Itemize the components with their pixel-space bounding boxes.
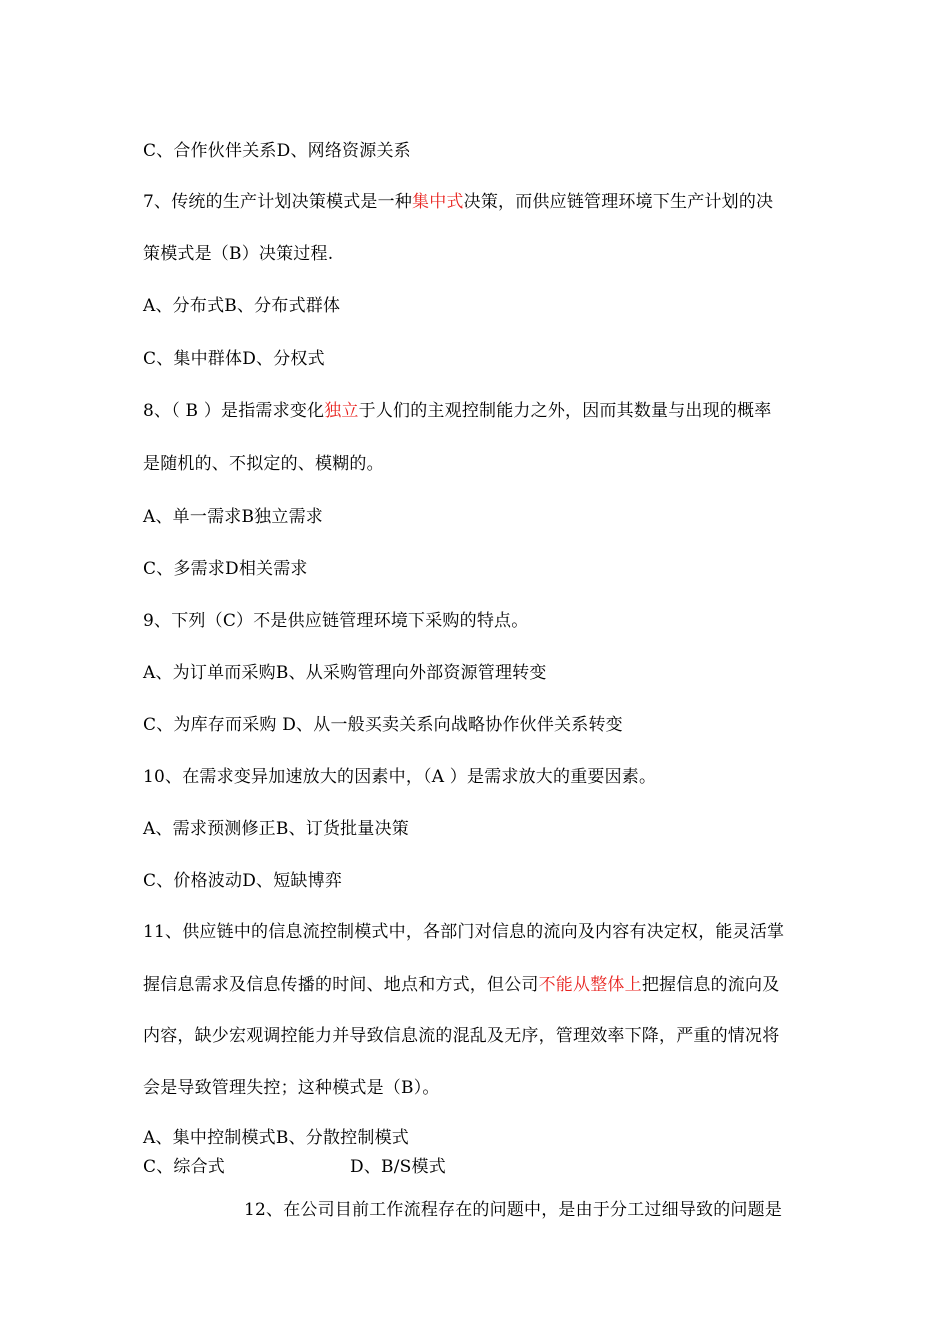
q11-options-cd <box>143 1156 446 1178</box>
q8-line1 <box>143 400 771 422</box>
q6-options-cd <box>143 140 411 162</box>
q11-line3: 内容，缺少宏观调控能力并导致信息流的混乱及无序，管理效率下降，严重的情况将 <box>143 1026 780 1046</box>
q7-line1 <box>143 191 773 213</box>
q8-text-cont: 于人们的主观控制能力之外，因而其数量与出现的概率 <box>358 401 772 421</box>
q9-options-cd: C、为库存而采购 D、从一般买卖关系向战略协作伙伴关系转变 <box>143 715 623 735</box>
q11-options-ab: A、集中控制模式B、分散控制模式 <box>143 1128 409 1148</box>
q7-text-cont: 决策，而供应链管理环境下生产计划的决 <box>463 192 774 212</box>
q9-line1: 9、下列（C）不是供应链管理环境下采购的特点。 <box>143 611 529 631</box>
q11-line1: 11、供应链中的信息流控制模式中，各部门对信息的流向及内容有决定权，能灵活掌 <box>143 922 785 942</box>
q11-highlight: 不能从整体上 <box>538 975 642 995</box>
q11-line4: 会是导致管理失控；这种模式是（B）。 <box>143 1078 440 1098</box>
q11-option-d: D、B/S模式 <box>350 1157 446 1177</box>
q11-option-c: C、综合式 <box>143 1157 226 1177</box>
q12-line1: 12、在公司目前工作流程存在的问题中，是由于分工过细导致的问题是 <box>244 1200 783 1220</box>
q10-line1: 10、在需求变异加速放大的因素中，（A ）是需求放大的重要因素。 <box>143 767 657 787</box>
q6-option-d: D、网络资源关系 <box>276 141 411 161</box>
q7-highlight: 集中式 <box>412 192 464 212</box>
q9-options-ab: A、为订单而采购B、从采购管理向外部资源管理转变 <box>143 663 547 683</box>
q10-options-cd: C、价格波动D、短缺博弈 <box>143 871 343 891</box>
q8-text: 8、（ B ）是指需求变化 <box>143 401 325 421</box>
q11-text-cont: 把握信息的流向及 <box>641 975 780 995</box>
q11-text: 握信息需求及信息传播的时间、地点和方式，但公司 <box>143 975 539 995</box>
q7-options-cd: C、集中群体D、分权式 <box>143 349 325 369</box>
q8-options-cd: C、多需求D相关需求 <box>143 559 308 579</box>
q8-options-ab: A、单一需求B独立需求 <box>143 507 323 527</box>
q10-options-ab: A、需求预测修正B、订货批量决策 <box>143 819 409 839</box>
q6-option-c: C、合作伙伴关系 <box>143 141 277 161</box>
q7-text: 7、传统的生产计划决策模式是一种 <box>143 192 413 212</box>
q7-options-ab: A、分布式B、分布式群体 <box>143 296 341 316</box>
q8-line2: 是随机的、不拟定的、模糊的。 <box>143 454 384 474</box>
q11-line2 <box>143 974 779 996</box>
q7-line2: 策模式是（B）决策过程. <box>143 244 334 264</box>
q8-highlight: 独立 <box>324 401 359 421</box>
